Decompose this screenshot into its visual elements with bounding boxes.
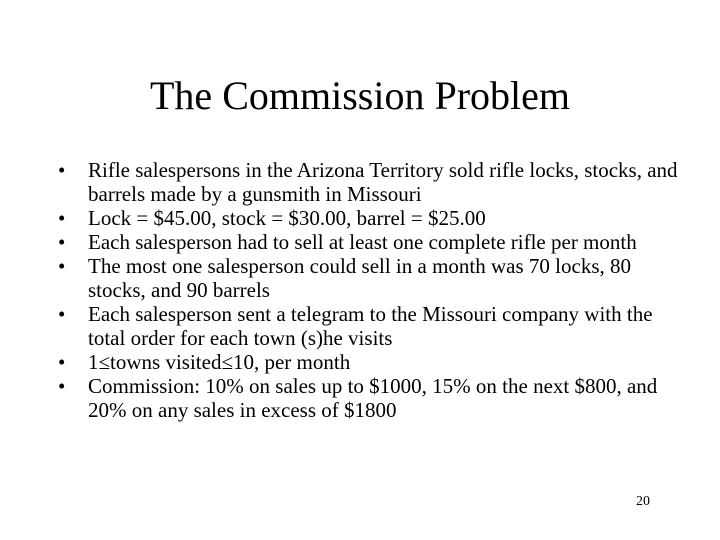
bullet-text: Rifle salespersons in the Arizona Territory sold rifle locks, stocks, and barrels made by a gunsmith in Missouri (88, 158, 678, 206)
bullet-item (58, 350, 678, 374)
bullet-item (58, 302, 678, 350)
bullet-marker: • (58, 302, 66, 326)
bullet-item (58, 374, 678, 422)
bullet-text: Each salesperson sent a telegram to the Missouri company with the total order for each town (s)he visits (88, 302, 653, 350)
bullet-marker: • (58, 254, 66, 278)
bullet-text: The most one salesperson could sell in a month was 70 locks, 80 stocks, and 90 barrels (88, 254, 631, 302)
bullet-text: Each salesperson had to sell at least one complete rifle per month (88, 230, 637, 254)
bullet-text: Lock = $45.00, stock = $30.00, barrel = $25.00 (88, 206, 486, 230)
bullet-item (58, 230, 678, 254)
bullet-marker: • (58, 158, 66, 182)
bullet-list (58, 158, 678, 422)
bullet-text: 1≤towns visited≤10, per month (88, 350, 351, 374)
bullet-marker: • (58, 230, 66, 254)
bullet-item (58, 206, 678, 230)
slide-title: The Commission Problem (150, 73, 570, 118)
bullet-item (58, 158, 678, 206)
bullet-item (58, 254, 678, 302)
page-number: 20 (636, 494, 650, 509)
bullet-marker: • (58, 350, 66, 374)
bullet-marker: • (58, 206, 66, 230)
bullet-marker: • (58, 374, 66, 398)
bullet-text: Commission: 10% on sales up to $1000, 15% on the next $800, and 20% on any sales in excess of $1800 (88, 374, 658, 422)
